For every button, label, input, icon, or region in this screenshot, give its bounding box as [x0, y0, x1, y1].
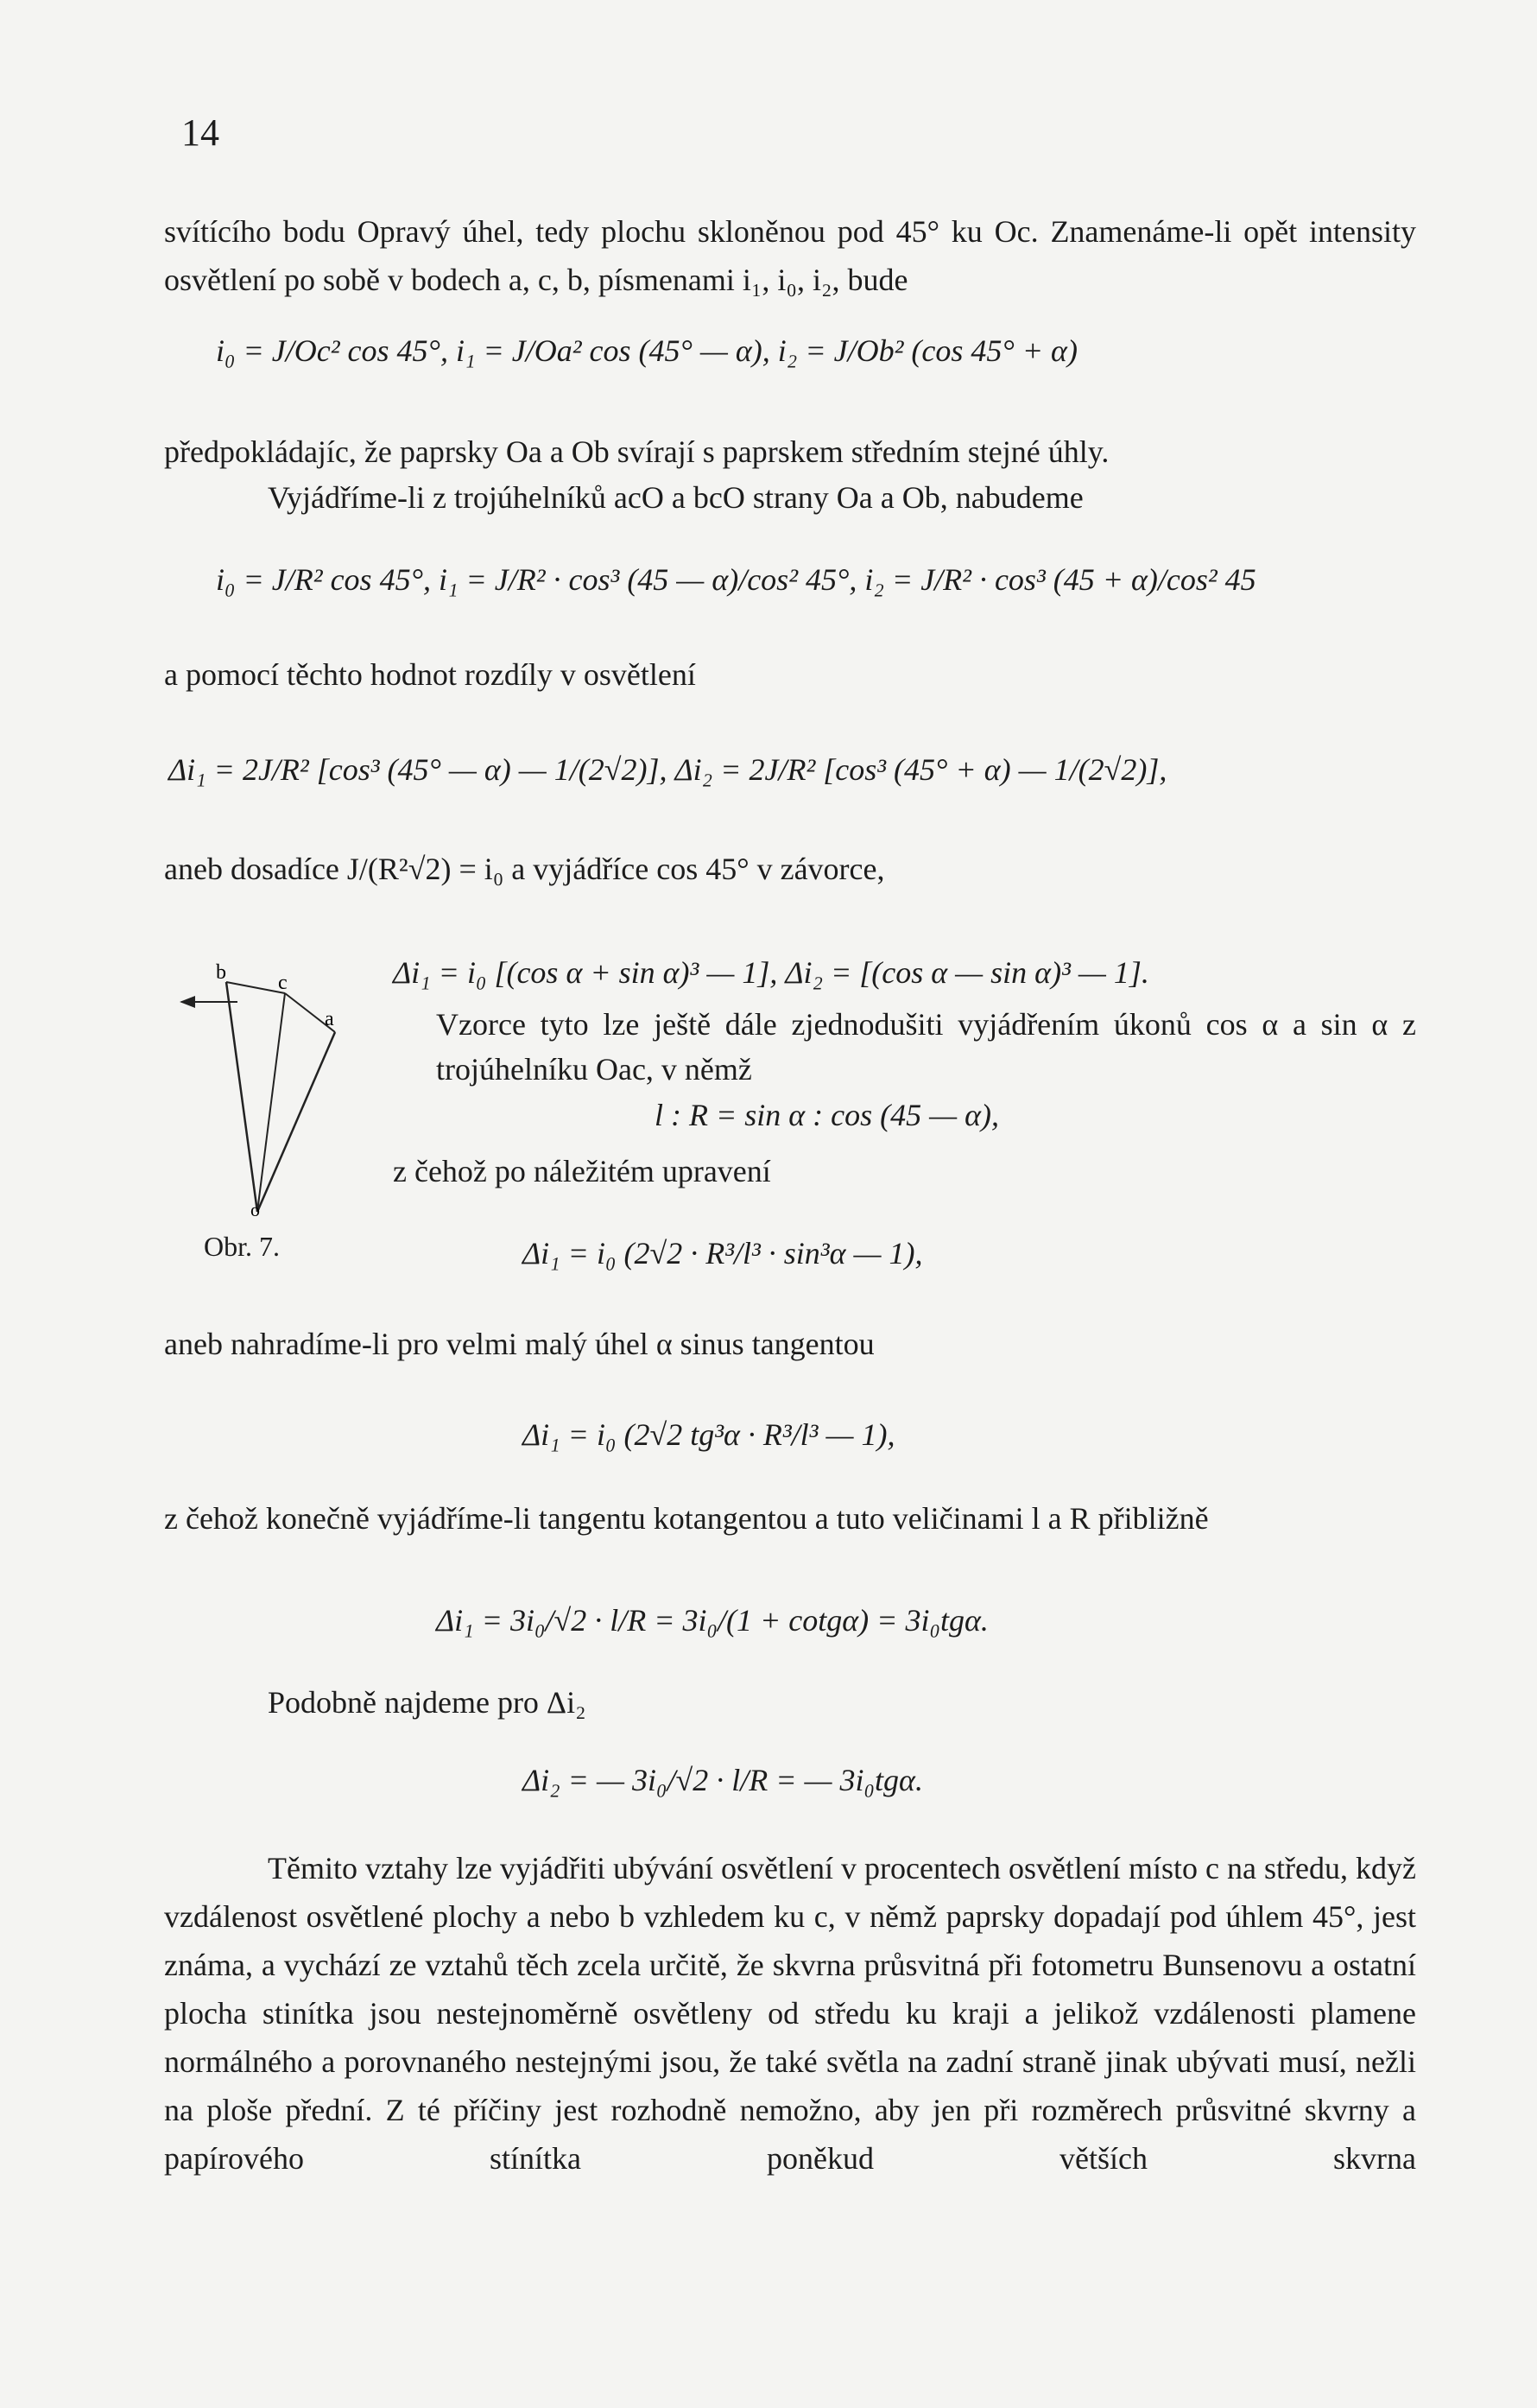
figure-caption: Obr. 7.: [204, 1231, 280, 1262]
paragraph-6: Vzorce tyto lze ještě dále zjednodušiti vyjádřením úkonů cos α a sin α z trojúhelníku Oac, v němž: [436, 1007, 1416, 1087]
label-o: o: [250, 1199, 260, 1220]
paragraph-2: předpokládajíc, že paprsky Oa a Ob svírají s paprskem středním stejné úhly.: [164, 434, 1110, 469]
paragraph-5: aneb dosadíce J/(R²√2) = i₀ a vyjádříce cos 45° v závorce,: [164, 852, 885, 886]
paragraph-8: aneb nahradíme-li pro velmi malý úhel α sinus tangentou: [164, 1327, 875, 1361]
equation-7: Δi₁ = i₀ (2√2 tg³α · R³/l³ — 1),: [522, 1417, 895, 1452]
arrow-head-icon: [180, 996, 195, 1008]
paragraph-11: Těmito vztahy lze vyjádřiti ubývání osvětlení v procentech osvětlení místo c na středu, když vzdálenost osvětlené plochy a nebo b vzhledem ku c, v němž paprsky dopadají pod úhlem 45°, jest známa, a vychází ze vztahů těch zcela určitě, že skvrna průsvitná při fotometru Bunsenovu a ostatní plocha stinítka jsou nestejnoměrně osvětleny od středu ku kraji a jelikož vzdálenosti plamene normálného a porovnaného nestejnými jsou, že také světla na zadní straně jinak ubývati musí, nežli na ploše přední. Z té příčiny jest rozhodně nemožno, aby jen při rozměrech průsvitné skvrny a papírového stínítka poněkud větších skvrna: [164, 1851, 1416, 2176]
label-c: c: [278, 972, 288, 994]
line-ob: [226, 982, 257, 1212]
label-a: a: [325, 1008, 334, 1030]
equation-1: i₀ = J/Oc² cos 45°, i₁ = J/Oa² cos (45° — α), i₂ = J/Ob² (cos 45° + α): [216, 333, 1078, 368]
equation-6: Δi₁ = i₀ (2√2 · R³/l³ · sin³α — 1),: [522, 1236, 923, 1271]
label-b: b: [216, 961, 226, 984]
paragraph-7: z čehož po náležitém upravení: [393, 1154, 771, 1188]
equation-4: Δi₁ = i₀ [(cos α + sin α)³ — 1], Δi₂ = [(cos α — sin α)³ — 1].: [393, 955, 1149, 990]
paragraph-10: Podobně najdeme pro Δi₂: [268, 1685, 586, 1720]
paragraph-1: svítícího bodu Opravý úhel, tedy plochu skloněnou pod 45° ku Oc. Znamenáme-li opět intensity osvětlení po sobě v bodech a, c, b, písmenami i₁, i₀, i₂, bude: [164, 214, 1416, 297]
equation-2: i₀ = J/R² cos 45°, i₁ = J/R² · cos³ (45 — α)/cos² 45°, i₂ = J/R² · cos³ (45 + α)/cos² 45: [216, 562, 1256, 597]
figure-7-diagram: [173, 937, 371, 1222]
line-bc: [226, 982, 285, 993]
paragraph-9: z čehož konečně vyjádříme-li tangentu kotangentou a tuto veličinami l a R přibližně: [164, 1501, 1209, 1536]
equation-8: Δi₁ = 3i₀/√2 · l/R = 3i₀/(1 + cotgα) = 3i₀tgα.: [436, 1603, 989, 1638]
equation-9: Δi₂ = — 3i₀/√2 · l/R = — 3i₀tgα.: [522, 1763, 923, 1797]
paragraph-4: a pomocí těchto hodnot rozdíly v osvětlení: [164, 657, 696, 692]
page-number: 14: [181, 111, 219, 154]
equation-3: Δi₁ = 2J/R² [cos³ (45° — α) — 1/(2√2)], Δi₂ = 2J/R² [cos³ (45° + α) — 1/(2√2)],: [168, 752, 1167, 787]
equation-5: l : R = sin α : cos (45 — α),: [655, 1098, 1000, 1132]
paragraph-3: Vyjádříme-li z trojúhelníků acO a bcO strany Oa a Ob, nabudeme: [268, 480, 1084, 515]
